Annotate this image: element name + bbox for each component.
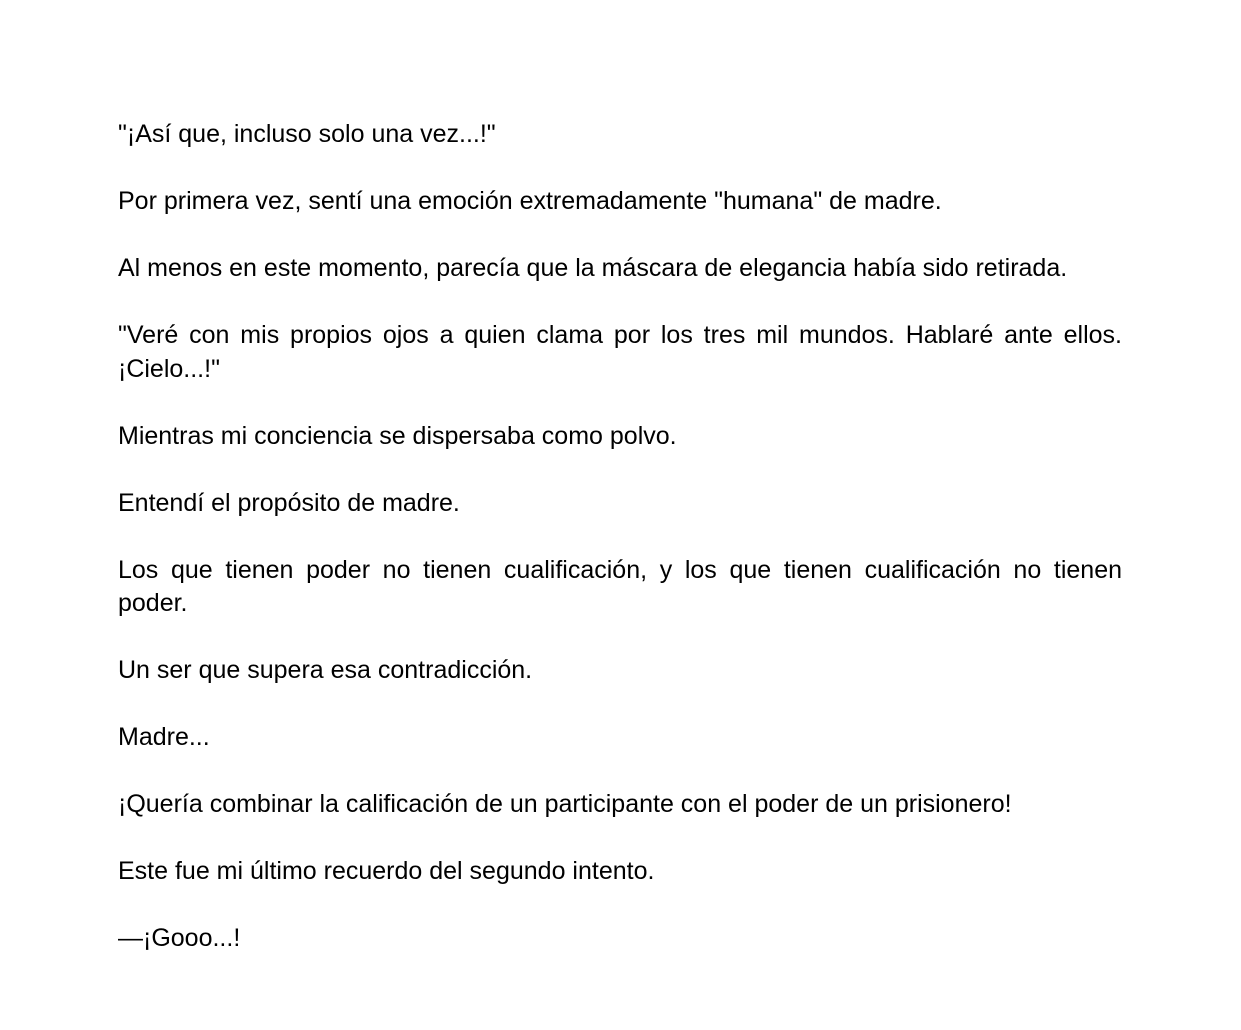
- paragraph: Este fue mi último recuerdo del segundo intento.: [118, 857, 655, 885]
- paragraph: Los que tienen poder no tienen cualificación, y los que tienen cualificación no tienen poder.: [118, 555, 1122, 617]
- paragraph: —¡Gooo...!: [118, 924, 241, 952]
- paragraph: Un ser que supera esa contradicción.: [118, 656, 533, 684]
- paragraph: Madre...: [118, 723, 210, 751]
- paragraph: Mientras mi conciencia se dispersaba como polvo.: [118, 421, 677, 450]
- paragraph: ¡Quería combinar la calificación de un participante con el poder de un prisionero!: [118, 790, 1012, 818]
- paragraph: Por primera vez, sentí una emoción extremadamente "humana" de madre.: [118, 187, 942, 215]
- paragraph: Entendí el propósito de madre.: [118, 488, 460, 517]
- paragraph: "¡Así que, incluso solo una vez...!": [118, 120, 496, 148]
- document-body: [118, 118, 1122, 956]
- paragraph: "Veré con mis propios ojos a quien clama por los tres mil mundos. Hablaré ante ellos. ¡Cielo...!": [118, 321, 1122, 383]
- paragraph: Al menos en este momento, parecía que la máscara de elegancia había sido retirada.: [118, 254, 1068, 282]
